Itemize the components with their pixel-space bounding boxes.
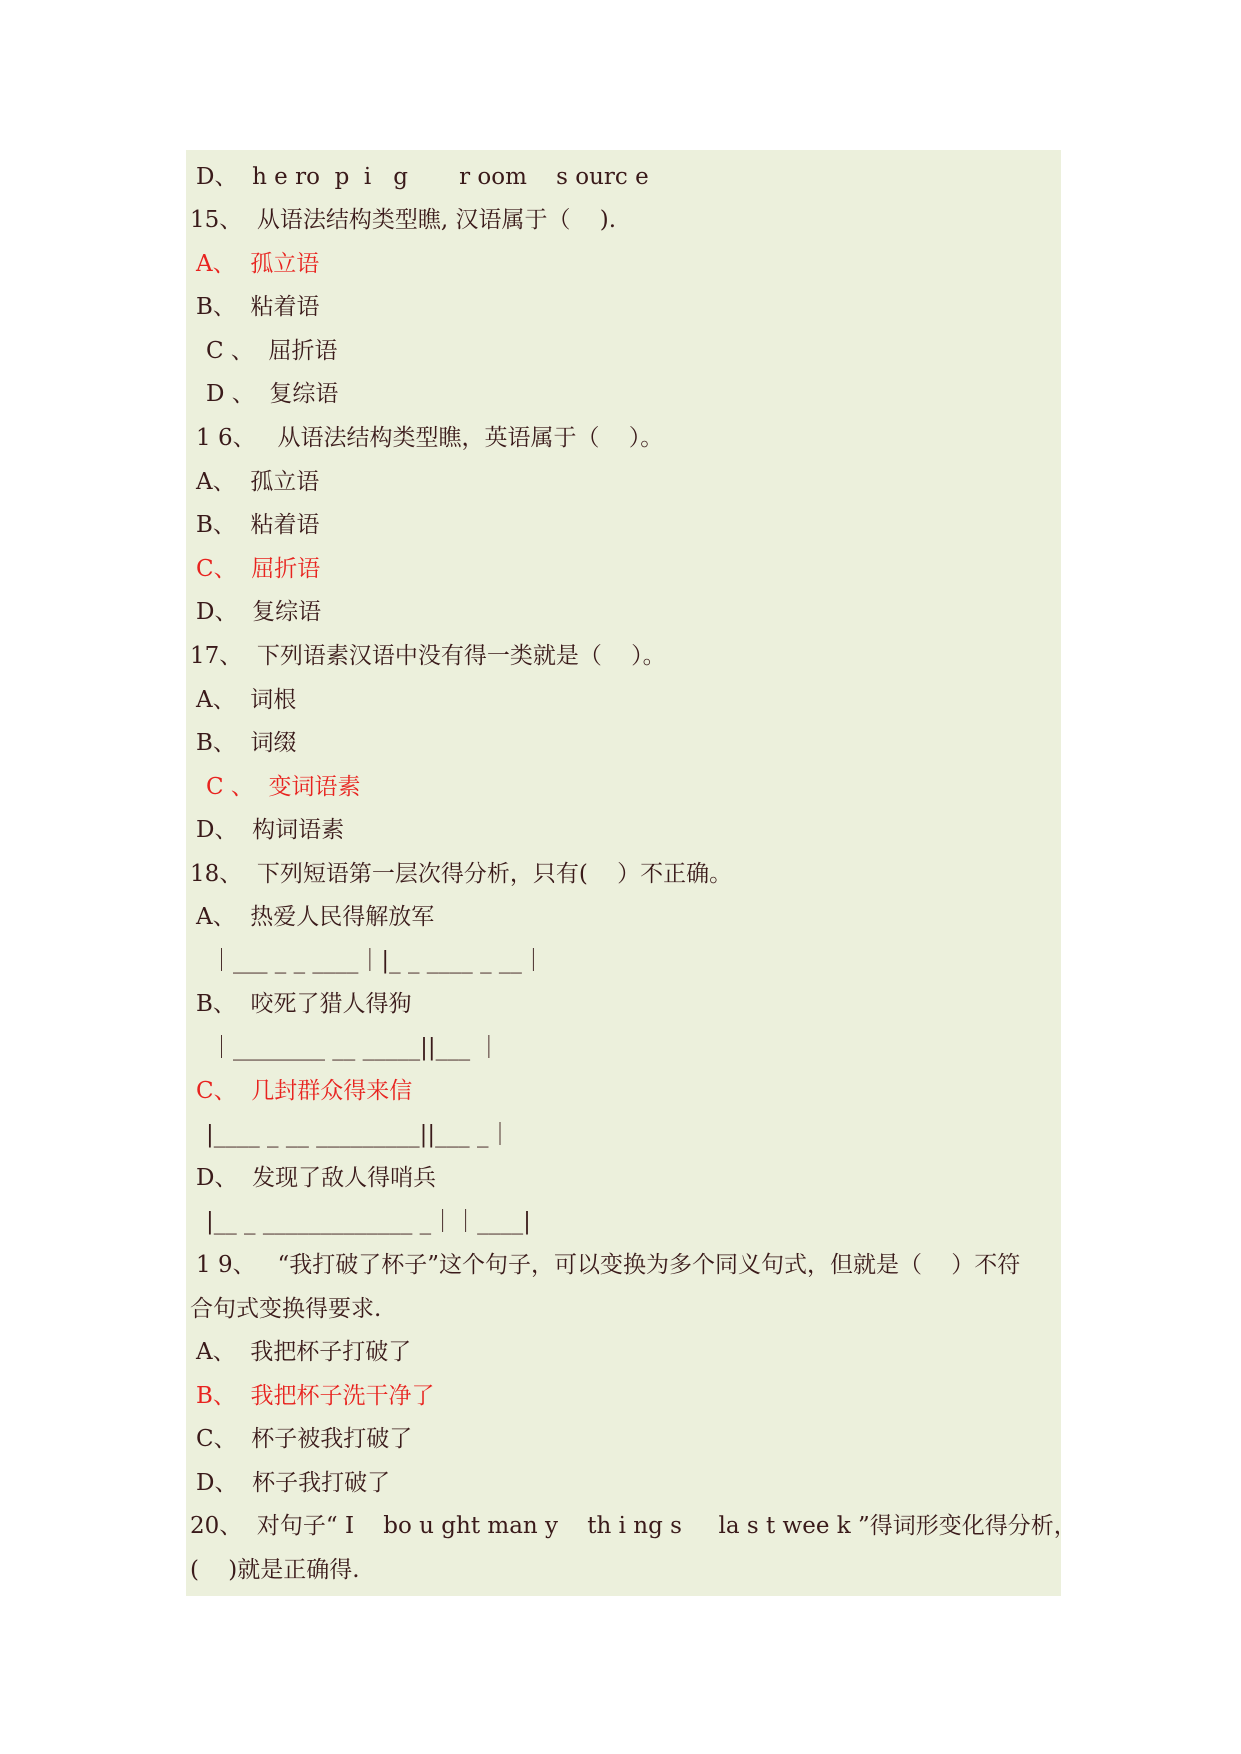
q15-stem: 15、 从语法结构类型瞧, 汉语属于（ ). [190,207,617,233]
q15-option-a-answer: A、 孤立语 [196,251,320,277]
q15-option-b: B、 粘着语 [196,294,320,320]
q16-option-b: B、 粘着语 [196,512,320,538]
q19-option-c: C、 杯子被我打破了 [196,1426,413,1452]
q20-stem-line2: ( )就是正确得. [190,1557,360,1583]
q14-option-d: D、 h e ro p i g r oom s ourc e [196,164,649,190]
q16-option-c-answer: C、 屈折语 [196,556,321,582]
q19-option-d: D、 杯子我打破了 [196,1470,391,1496]
q20-stem-line1: 20、 对句子“ I bo u ght man y th i ng s la s t wee k ”得词形变化得分析， [190,1513,1077,1539]
q16-option-d: D、 复综语 [196,599,322,625]
q18-option-c-answer: C、 几封群众得来信 [196,1078,413,1104]
q15-option-d: D 、 复综语 [206,381,339,407]
q15-option-c: C 、 屈折语 [206,338,338,364]
q18-option-a-diagram: ｜___ _ _ ____｜|_ _ ____ _ __｜ [210,948,545,974]
q17-option-d: D、 构词语素 [196,817,345,843]
q17-option-b: B、 词缀 [196,730,297,756]
q16-stem: 1 6、 从语法结构类型瞧，英语属于（ ）。 [196,425,664,451]
q18-option-c-diagram: |____ _ __ _________||___ _｜ [206,1122,512,1148]
q18-stem: 18、 下列短语第一层次得分析，只有( ）不正确。 [190,861,733,887]
q18-option-a: A、 热爱人民得解放军 [196,904,435,930]
q17-option-a: A、 词根 [196,687,297,713]
q18-option-d-diagram: |__ _ _____________ _｜｜____| [206,1209,531,1235]
q17-stem: 17、 下列语素汉语中没有得一类就是（ ）。 [190,643,666,669]
q19-option-a: A、 我把杯子打破了 [196,1339,412,1365]
q19-stem-line2: 合句式变换得要求. [190,1296,382,1322]
q19-option-b-answer: B、 我把杯子洗干净了 [196,1383,435,1409]
q18-option-b: B、 咬死了猎人得狗 [196,991,412,1017]
q18-option-b-diagram: ｜________ __ _____||___ ｜ [210,1035,501,1061]
q16-option-a: A、 孤立语 [196,469,320,495]
q19-stem-line1: 1 9、 “我打破了杯子”这个句子，可以变换为多个同义句式，但就是（ ）不符 [196,1252,1021,1278]
q18-option-d: D、 发现了敌人得哨兵 [196,1165,437,1191]
q17-option-c-answer: C 、 变词语素 [206,774,361,800]
